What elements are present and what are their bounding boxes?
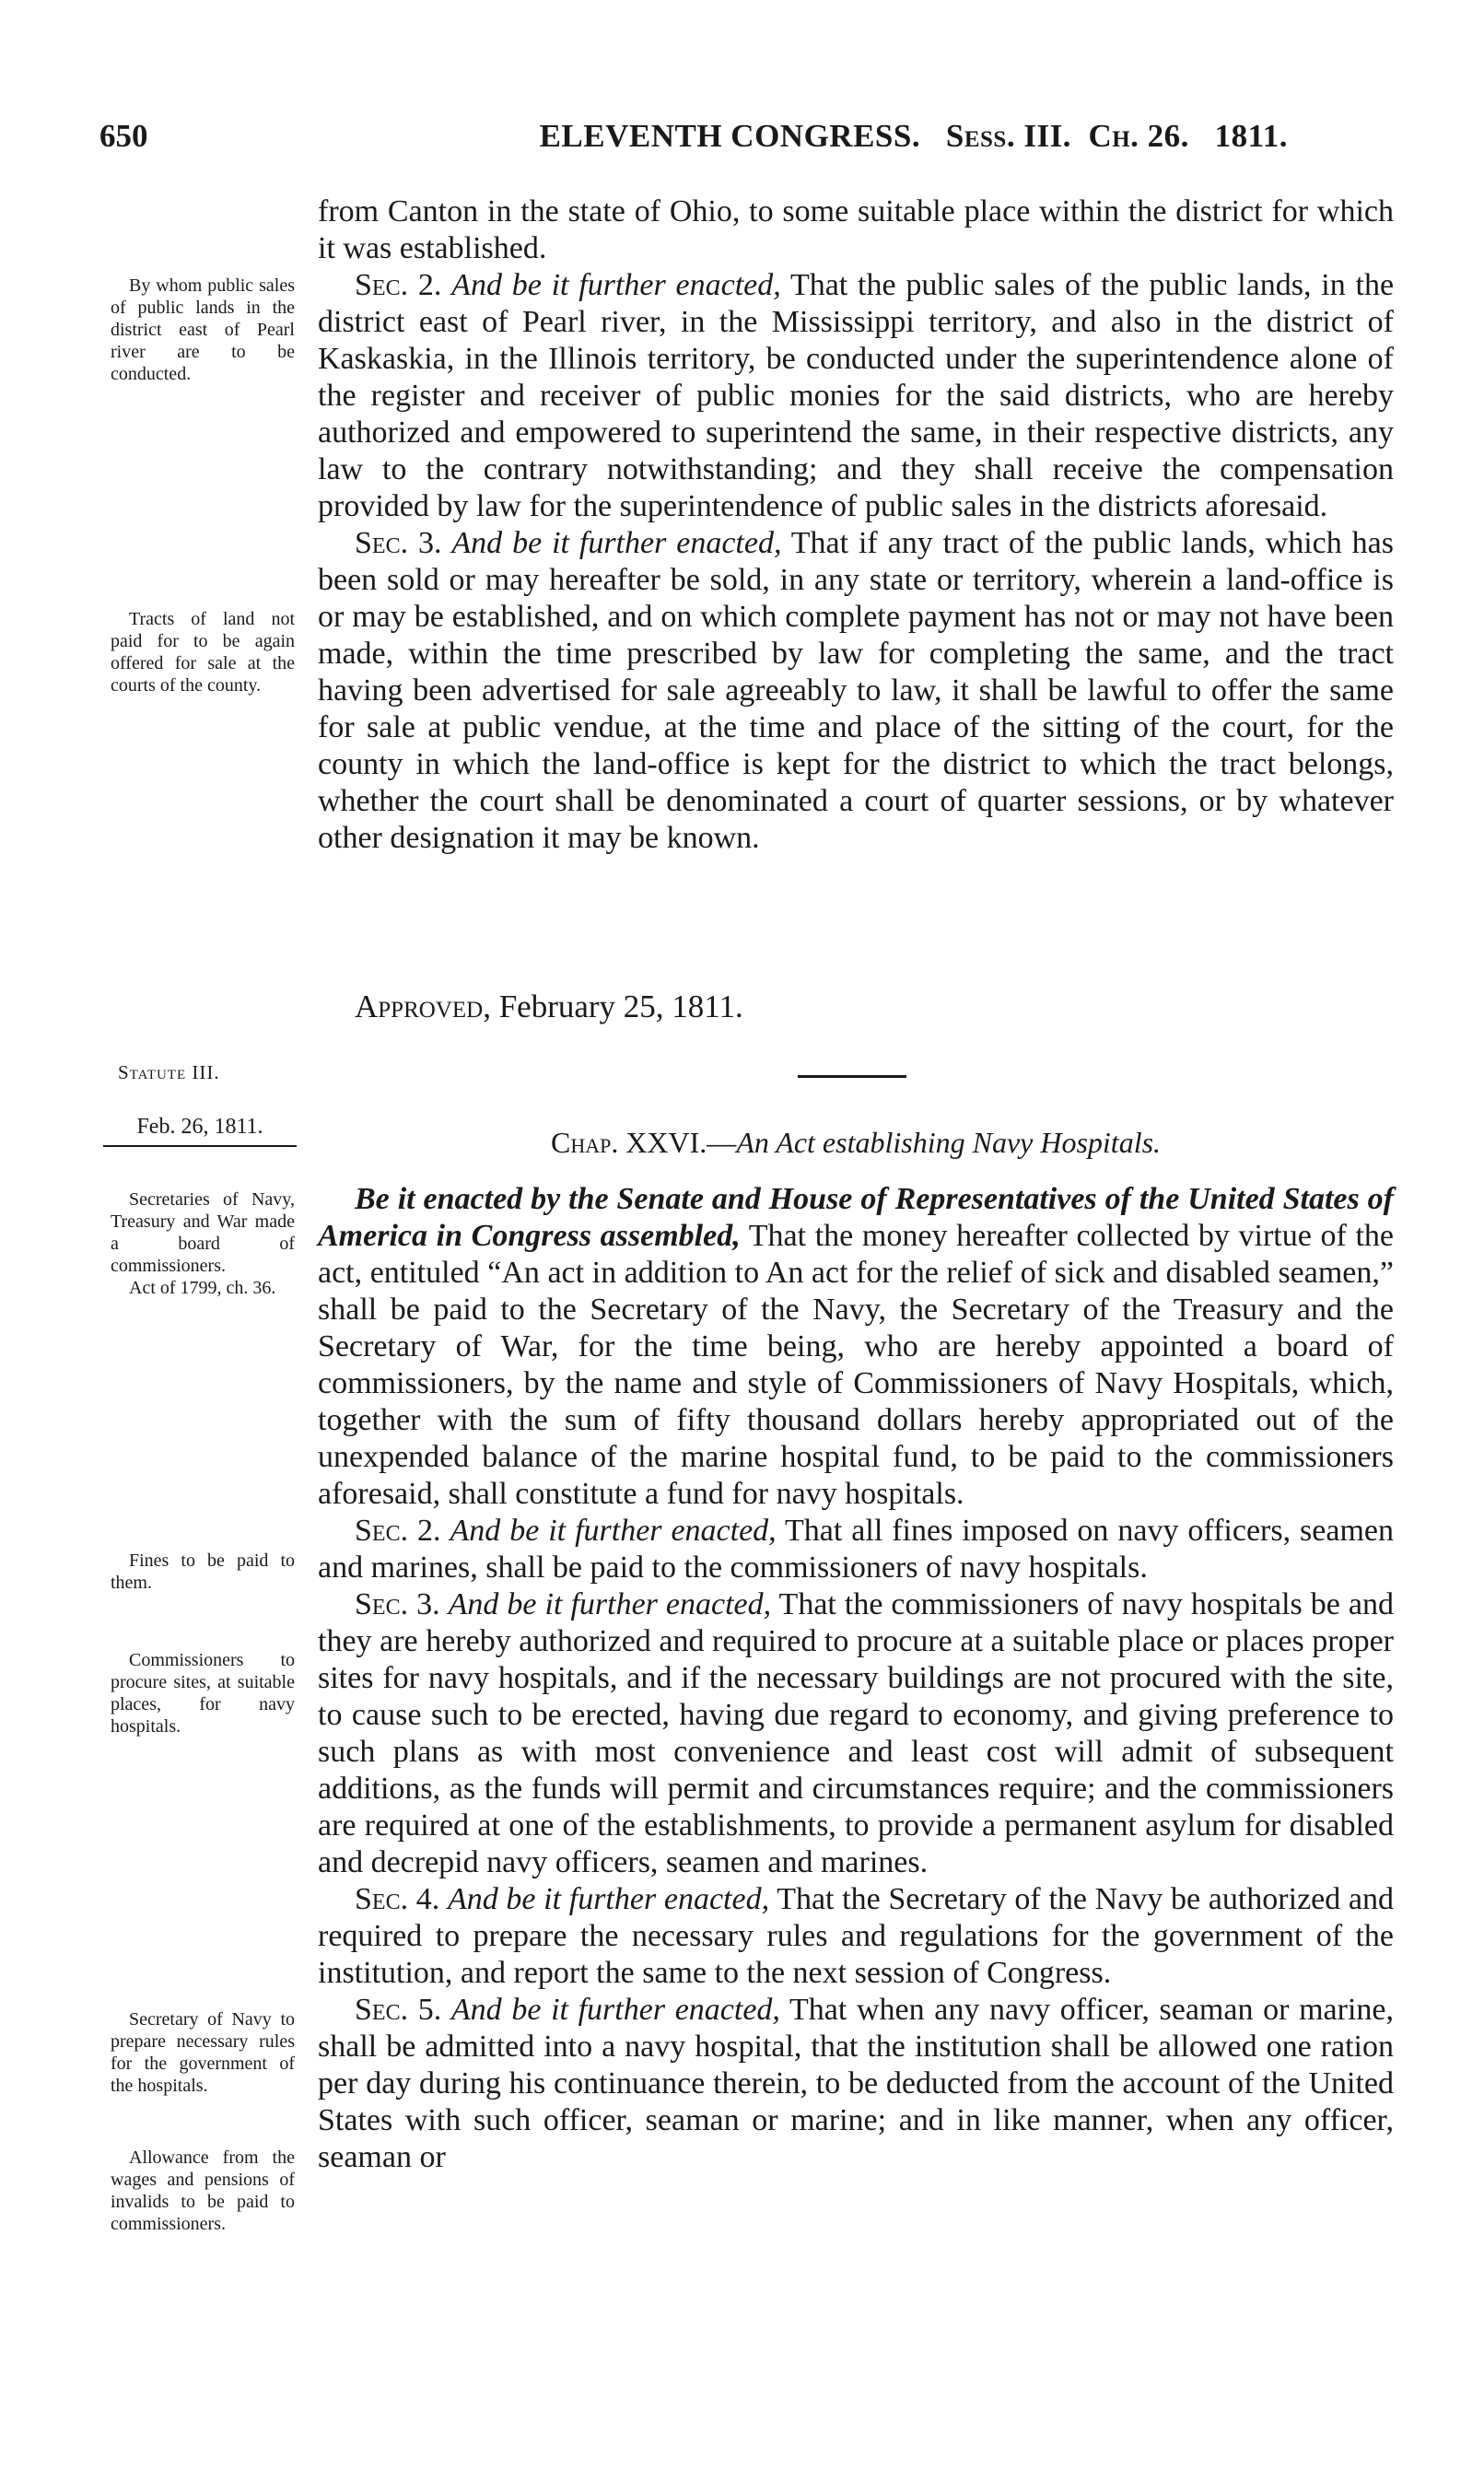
- margin-note-board-of-commissioners: Secretaries of Navy, Treasury and War made a board of commissioners. Act of 1799, ch. 36.: [111, 1189, 295, 1298]
- enacting-phrase: And be it further enacted,: [450, 1514, 777, 1548]
- running-header: [99, 118, 1288, 164]
- margin-note-allowance: Allowance from the wages and pensions of invalids to be paid to commissioners.: [111, 2147, 295, 2234]
- running-head-session: Sess. III.: [945, 118, 1071, 154]
- chap25-continuation: from Canton in the state of Ohio, to some suitable place within the district for which it was established.: [318, 194, 1394, 265]
- enacting-phrase: And be it further enacted,: [450, 1993, 780, 2027]
- section-divider: [798, 1075, 906, 1078]
- approved-label: Approved,: [355, 989, 491, 1024]
- running-head-year: 1811.: [1214, 118, 1288, 154]
- approved-date: February 25, 1811.: [498, 989, 743, 1024]
- running-head-chapter: Ch. 26.: [1088, 118, 1189, 154]
- section-label: Sec. 4.: [355, 1882, 440, 1916]
- chap26-sec4: [318, 1881, 1394, 1992]
- chap25-sec2: [318, 267, 1394, 525]
- margin-note-public-sales: By whom public sales of public lands in the district east of Pearl river are to be conducted.: [111, 275, 295, 384]
- running-head: [540, 118, 1288, 155]
- enacting-phrase: And be it further enacted,: [448, 1587, 772, 1621]
- chap26-body: [318, 1181, 1394, 2176]
- margin-note-rules: Secretary of Navy to prepare necessary rules for the government of the hospitals.: [111, 2009, 295, 2096]
- statute-label: Statute III.: [118, 1061, 220, 1083]
- section-text: That all fines imposed on navy officers, seamen and marines, shall be paid to the commissioners of navy hospitals.: [318, 1514, 1395, 1585]
- chap26-sec2: [318, 1513, 1394, 1586]
- running-head-title: ELEVENTH CONGRESS.: [539, 118, 921, 154]
- section-label: Sec. 2.: [355, 268, 442, 302]
- enacting-phrase: And be it further enacted,: [447, 1882, 770, 1916]
- chap25-sec3: [318, 525, 1394, 857]
- section-label: Sec. 3.: [355, 1587, 440, 1621]
- section-text: That the commissioners of navy hospitals be and they are hereby authorized and required to procure at a suitable place or places proper sites for navy hospitals, and if the necessary buildings are not procured with the site, to cause such to be erected, having due regard to economy, and giving preference to such plans as with most convenience and least cost will admit of subsequent additions, as the funds will permit and circumstances require; and the commissioners are required at one of the establishments, to provide a permanent asylum for disabled and decrepid navy officers, seamen and marines.: [318, 1587, 1395, 1879]
- page-number: 650: [99, 118, 148, 154]
- enacting-phrase: And be it further enacted,: [451, 268, 781, 302]
- margin-note-sites: Commissioners to procure sites, at suitable places, for navy hospitals.: [111, 1650, 295, 1737]
- act-date: Feb. 26, 1811.: [103, 1115, 297, 1147]
- section-label: Sec. 2.: [355, 1514, 441, 1548]
- section-label: Sec. 3.: [355, 526, 442, 560]
- approval-line: [355, 989, 743, 1025]
- section-text: That the Secretary of the Navy be authorized and required to prepare the necessary rules and regulations for the government of the institution, and report the same to the next session of Congress.: [318, 1882, 1395, 1990]
- chapter-title: [318, 1126, 1394, 1160]
- section-text: That the public sales of the public lands, in the district east of Pearl river, in the Mississippi territory, and also in the district of Kaskaskia, in the Illinois territory, be conducted under the superintendence alone of the register and receiver of public monies for the said districts, who are hereby authorized and empowered to superintend the same, in their respective districts, any law to the contrary notwithstanding; and they shall receive the compensation provided by law for the superintendence of public sales in the districts aforesaid.: [318, 268, 1395, 523]
- chap26-sec3: [318, 1586, 1394, 1881]
- margin-note-fines: Fines to be paid to them.: [111, 1550, 295, 1593]
- enacting-phrase: And be it further enacted,: [451, 526, 782, 560]
- chap26-sec1: [318, 1181, 1394, 1513]
- chap26-sec5: [318, 1992, 1394, 2176]
- section-text: That if any tract of the public lands, which has been sold or may hereafter be sold, in any state or territory, wherein a land-office is or may be established, and on which complete payment has not or may not have been made, within the time prescribed by law for completing the same, and the tract having been advertised for sale agreeably to law, it shall be lawful to offer the same for sale at public vendue, at the time and place of the sitting of the court, for the county in which the land-office is kept for the district to which the tract belongs, whether the court shall be denominated a court of quarter sessions, or by whatever other designation it may be known.: [318, 526, 1395, 855]
- chap25-body: [318, 193, 1394, 857]
- enacting-clause: Be it enacted by the Senate and House of Representatives of the United States of America in Congress assembled,: [318, 1182, 1394, 1253]
- section-text: That the money hereafter collected by virtue of the act, entituled “An act in addition to An act for the relief of sick and disabled seamen,” shall be paid to the Secretary of the Navy, the Secretary of the Treasury and the Secretary of War, for the time being, who are hereby appointed a board of commissioners, by the name and style of Commissioners of Navy Hospitals, which, together with the sum of fifty thousand dollars hereby appropriated out of the unexpended balance of the marine hospital fund, to be paid to the commissioners aforesaid, shall constitute a fund for navy hospitals.: [318, 1219, 1395, 1511]
- chapter-label: Chap. XXVI.—: [550, 1126, 737, 1159]
- chapter-name: An Act establishing Navy Hospitals.: [736, 1126, 1162, 1159]
- section-text: That when any navy officer, seaman or marine, shall be admitted into a navy hospital, that the institution shall be allowed one ration per day during his continuance therein, to be deducted from the account of the United States with such officer, seaman or marine; and in like manner, when any officer, seaman or: [318, 1993, 1394, 2174]
- margin-note-tracts-of-land: Tracts of land not paid for to be again offered for sale at the courts of the county.: [111, 609, 295, 696]
- section-label: Sec. 5.: [355, 1993, 442, 2027]
